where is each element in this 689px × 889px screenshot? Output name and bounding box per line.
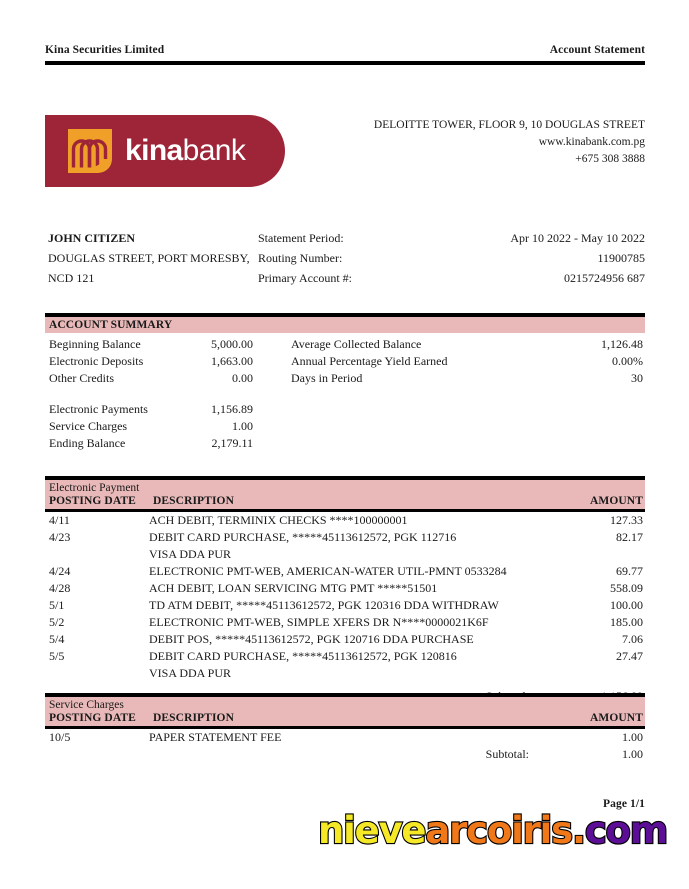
meta-label: Primary Account #: (258, 271, 352, 285)
table-row (45, 512, 645, 529)
section-title-service-charges: Service Charges (49, 699, 124, 711)
watermark-part-3: com (584, 809, 668, 852)
cell-date: 10/5 (49, 730, 71, 744)
transaction-rows (45, 729, 645, 763)
cell-date: 4/23 (49, 530, 71, 544)
cell-amount: 185.00 (610, 615, 643, 629)
bank-address-block (315, 117, 645, 168)
cell-amount: 27.47 (616, 649, 643, 663)
meta-row-statement-period (258, 228, 645, 248)
summary-label: Electronic Deposits (49, 354, 144, 368)
meta-label: Statement Period: (258, 231, 344, 245)
cell-date: 5/1 (49, 598, 65, 612)
summary-value: 1,663.00 (211, 354, 253, 368)
cell-description: VISA DDA PUR (149, 547, 232, 561)
table-row (45, 529, 645, 546)
meta-row-primary-account (258, 268, 645, 288)
summary-spacer (45, 387, 645, 401)
cell-description: ELECTRONIC PMT-WEB, AMERICAN-WATER UTIL-PMNT 0533284 (149, 564, 507, 578)
account-meta-block (258, 228, 645, 288)
column-header-posting-date: POSTING DATE (49, 712, 136, 724)
kinabank-logo (45, 115, 285, 187)
meta-value: 11900785 (597, 251, 645, 265)
document-header (45, 44, 645, 56)
cell-date: 5/5 (49, 649, 65, 663)
customer-address-line-1: DOUGLAS STREET, PORT MORESBY, (48, 251, 250, 265)
account-summary-title: ACCOUNT SUMMARY (49, 319, 173, 331)
column-header-posting-date: POSTING DATE (49, 495, 136, 507)
summary-value: 5,000.00 (211, 337, 253, 351)
kinabank-wordmark (125, 136, 245, 166)
cell-description: ACH DEBIT, TERMINIX CHECKS ****100000001 (149, 513, 408, 527)
cell-date: 4/11 (49, 513, 70, 527)
table-row (45, 614, 645, 631)
cell-description: DEBIT POS, *****45113612572, PGK 120716 DDA PURCHASE (149, 632, 474, 646)
summary-row (45, 418, 645, 435)
cell-date (49, 665, 149, 682)
summary-label: Average Collected Balance (291, 337, 422, 351)
customer-address-line-2: NCD 121 (48, 271, 95, 285)
summary-value: 0.00% (612, 354, 643, 368)
table-header-band (45, 697, 645, 726)
cell-description: ACH DEBIT, LOAN SERVICING MTG PMT *****51501 (149, 581, 438, 595)
table-row (45, 648, 645, 665)
watermark-part-2: arcoiris. (425, 809, 585, 852)
column-header-description: DESCRIPTION (153, 495, 234, 507)
summary-value: 1,156.89 (211, 402, 253, 416)
electronic-payments-table (45, 476, 645, 705)
table-row (45, 729, 645, 746)
summary-value: 1,126.48 (601, 337, 643, 351)
meta-value: Apr 10 2022 - May 10 2022 (510, 231, 645, 245)
watermark-part-1: nieve (318, 809, 426, 852)
table-row (45, 580, 645, 597)
cell-date: 4/24 (49, 564, 71, 578)
cell-amount: 7.06 (622, 632, 643, 646)
header-divider (45, 61, 645, 65)
cell-amount: 558.09 (610, 581, 643, 595)
cell-description: PAPER STATEMENT FEE (149, 730, 282, 744)
cell-date: 5/2 (49, 615, 65, 629)
summary-row (45, 336, 645, 353)
cell-date: 4/28 (49, 581, 71, 595)
table-row (45, 546, 645, 563)
cell-description: DEBIT CARD PURCHASE, *****45113612572, PGK 120816 (149, 649, 457, 663)
summary-value: 0.00 (232, 371, 253, 385)
document-type: Account Statement (549, 44, 645, 56)
table-row (45, 665, 645, 682)
cell-date: 5/4 (49, 632, 65, 646)
column-header-description: DESCRIPTION (153, 712, 234, 724)
customer-address-block (48, 228, 258, 288)
service-charges-table (45, 693, 645, 763)
cell-amount: 100.00 (610, 598, 643, 612)
bank-phone: +675 308 3888 (575, 153, 645, 165)
cell-amount (543, 665, 645, 682)
meta-row-routing-number (258, 248, 645, 268)
column-header-amount: AMOUNT (590, 712, 643, 724)
summary-row (45, 370, 645, 387)
table-header-band (45, 480, 645, 509)
logo-text-kina: kina (125, 134, 183, 167)
customer-name: JOHN CITIZEN (48, 231, 136, 245)
cell-amount: 82.17 (616, 530, 643, 544)
section-title-electronic-payment: Electronic Payment (49, 482, 140, 494)
summary-label: Beginning Balance (49, 337, 141, 351)
cell-amount: 127.33 (610, 513, 643, 527)
table-row (45, 563, 645, 580)
summary-value: 2,179.11 (211, 436, 253, 450)
cell-amount (543, 546, 645, 563)
bank-street-address: DELOITTE TOWER, FLOOR 9, 10 DOUGLAS STREET (373, 119, 645, 131)
summary-label: Annual Percentage Yield Earned (291, 354, 448, 368)
company-name: Kina Securities Limited (45, 44, 165, 56)
kina-spiral-arches-icon (68, 129, 112, 173)
cell-date (49, 546, 149, 563)
cell-description: ELECTRONIC PMT-WEB, SIMPLE XFERS DR N****0000021K6F (149, 615, 489, 629)
cell-description: TD ATM DEBIT, *****45113612572, PGK 120316 DDA WITHDRAW (149, 598, 499, 612)
table-row (45, 631, 645, 648)
cell-amount: 1.00 (622, 730, 643, 744)
subtotal-amount: 1.00 (622, 747, 643, 761)
logo-text-bank: bank (182, 134, 246, 167)
transaction-rows (45, 512, 645, 705)
cell-description: DEBIT CARD PURCHASE, *****45113612572, PGK 112716 (149, 530, 457, 544)
page-number: Page 1/1 (603, 798, 645, 810)
summary-value: 1.00 (232, 419, 253, 433)
summary-title-band (45, 317, 645, 333)
summary-row (45, 353, 645, 370)
meta-label: Routing Number: (258, 251, 343, 265)
summary-label: Electronic Payments (49, 402, 148, 416)
cell-description: VISA DDA PUR (149, 666, 232, 680)
column-header-amount: AMOUNT (590, 495, 643, 507)
summary-label: Other Credits (49, 371, 114, 385)
column-headers (45, 495, 645, 509)
summary-label: Service Charges (49, 419, 128, 433)
meta-value: 0215724956 687 (564, 271, 645, 285)
summary-label: Ending Balance (49, 436, 126, 450)
bank-website: www.kinabank.com.pg (538, 136, 645, 148)
account-summary-section (45, 313, 645, 452)
account-summary-grid (45, 336, 645, 452)
cell-amount: 69.77 (616, 564, 643, 578)
subtotal-label: Subtotal: (485, 747, 529, 761)
subtotal-row (45, 746, 645, 763)
column-headers (45, 712, 645, 726)
summary-label: Days in Period (291, 371, 363, 385)
summary-value: 30 (631, 371, 643, 385)
table-row (45, 597, 645, 614)
site-watermark (318, 809, 668, 852)
summary-row (45, 401, 645, 418)
summary-row (45, 435, 645, 452)
